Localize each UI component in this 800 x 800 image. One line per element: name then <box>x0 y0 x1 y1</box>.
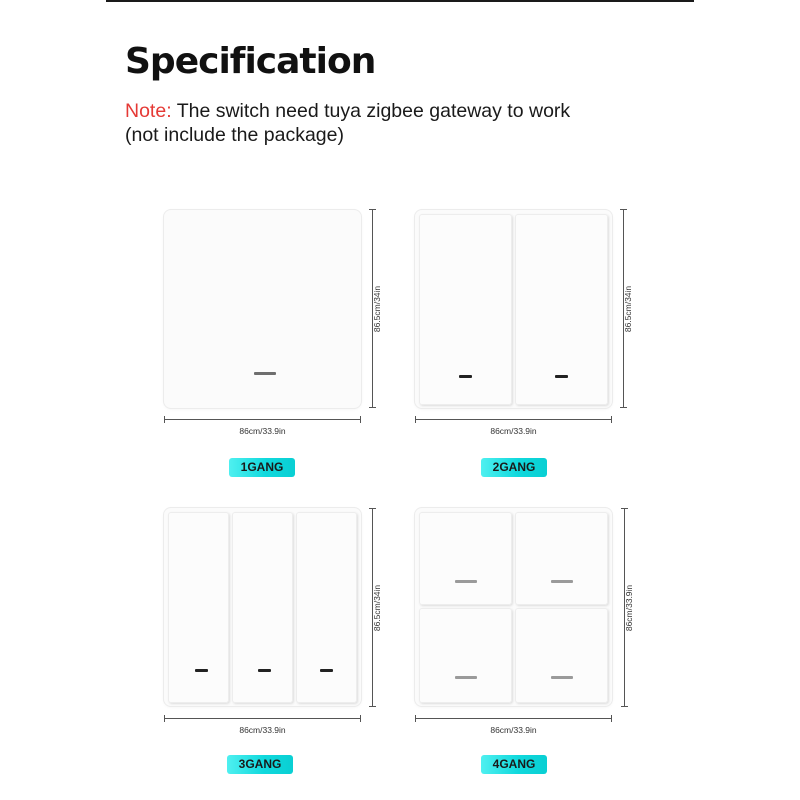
gang-badge-2: 2GANG <box>481 458 547 477</box>
switch-key-bottom-left <box>419 608 512 703</box>
switch-key-left <box>419 214 512 405</box>
switch-key-top-right <box>515 512 608 605</box>
top-divider <box>106 0 694 2</box>
indicator-light <box>455 676 477 679</box>
switch-key-middle <box>232 512 293 703</box>
indicator-light <box>551 676 573 679</box>
width-dimension-line <box>164 718 361 719</box>
page-title: Specification <box>125 41 376 82</box>
width-dimension-line <box>415 419 612 420</box>
width-dimension-label: 86cm/33.9in <box>490 426 537 436</box>
indicator-light <box>195 669 208 672</box>
note-label: Note: <box>125 100 172 122</box>
indicator-light <box>555 375 568 378</box>
width-dimension-line <box>415 718 612 719</box>
switch-panel-3gang <box>164 508 361 706</box>
width-dimension-line <box>164 419 361 420</box>
switch-key-top-left <box>419 512 512 605</box>
indicator-light <box>459 375 472 378</box>
gang-badge-3: 3GANG <box>227 755 293 774</box>
gang-badge-4: 4GANG <box>481 755 547 774</box>
note-text <box>125 99 570 147</box>
switch-key-left <box>168 512 229 703</box>
switch-panel-2gang <box>415 210 612 408</box>
height-dimension-label: 86.5cm/34in <box>372 584 382 632</box>
note-line2: (not include the package) <box>125 124 344 146</box>
height-dimension-label: 86cm/33.9in <box>624 584 634 632</box>
gang-badge-1: 1GANG <box>229 458 295 477</box>
width-dimension-label: 86cm/33.9in <box>239 725 286 735</box>
width-dimension-label: 86cm/33.9in <box>490 725 537 735</box>
switch-key-right <box>296 512 357 703</box>
indicator-light <box>254 372 276 375</box>
indicator-light <box>258 669 271 672</box>
switch-panel-4gang <box>415 508 612 706</box>
indicator-light <box>320 669 333 672</box>
switch-key-bottom-right <box>515 608 608 703</box>
width-dimension-label: 86cm/33.9in <box>239 426 286 436</box>
height-dimension-label: 86.5cm/34in <box>623 285 633 333</box>
indicator-light <box>551 580 573 583</box>
switch-panel-1gang <box>164 210 361 408</box>
indicator-light <box>455 580 477 583</box>
height-dimension-label: 86.5cm/34in <box>372 285 382 333</box>
switch-key-right <box>515 214 608 405</box>
note-line1: The switch need tuya zigbee gateway to work <box>176 100 571 122</box>
